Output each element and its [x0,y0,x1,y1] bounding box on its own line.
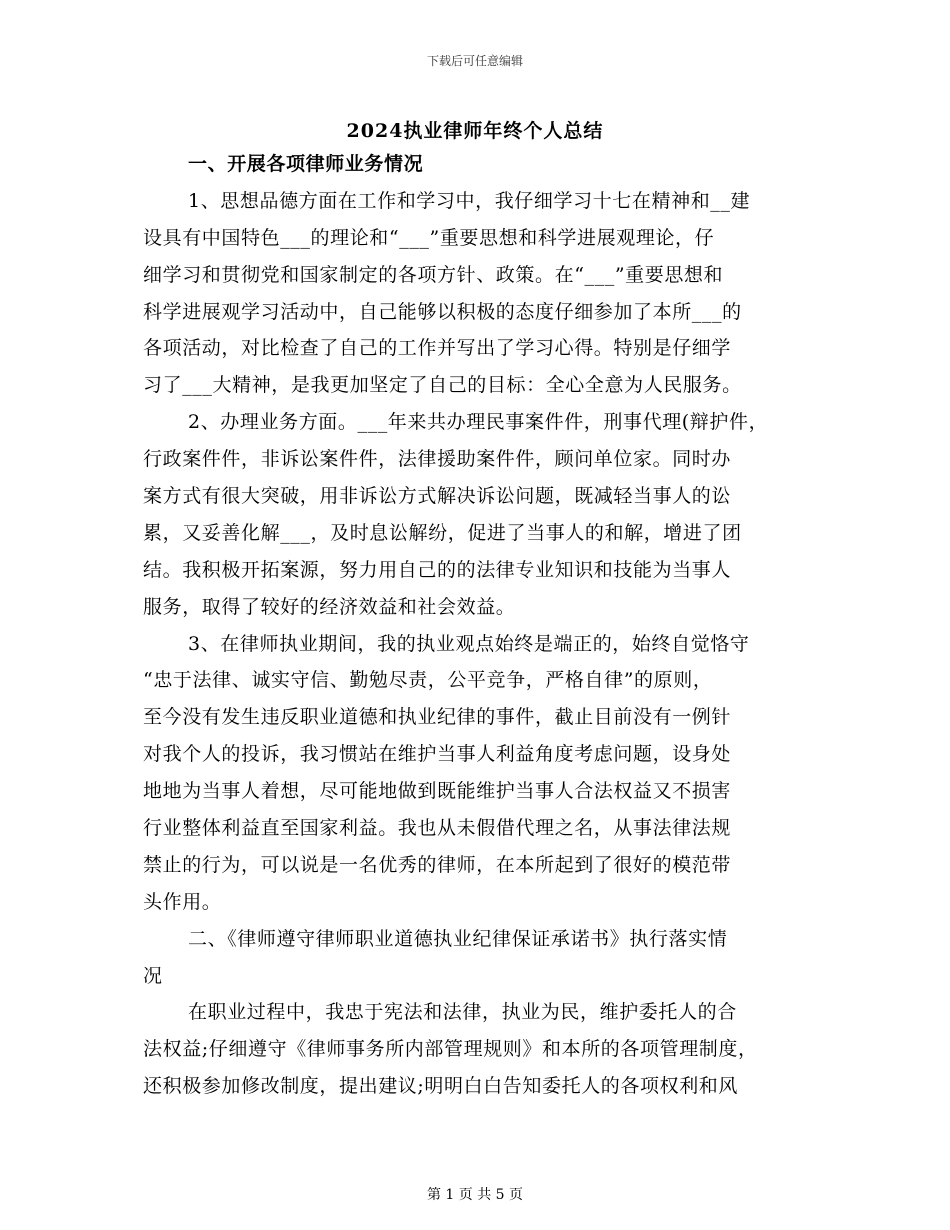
text-line: 地地为当事人着想，尽可能地做到既能维护当事人合法权益又不损害 [143,780,732,803]
text-line: 2、办理业务方面。___年来共办理民事案件件，刑事代理(辩护件， [188,411,769,434]
text-line: 服务，取得了较好的经济效益和社会效益。 [143,595,516,618]
text-line: 对我个人的投诉，我习惯站在维护当事人利益角度考虑问题，设身处 [143,743,732,766]
text-line: 行业整体利益直至国家利益。我也从未假借代理之名，从事法律法规 [143,817,732,840]
text-line: 习了___大精神，是我更加坚定了自己的目标：全心全意为人民服务。 [143,374,742,397]
section-heading: 一、开展各项律师业务情况 [188,153,424,175]
page-header: 下载后可任意编辑 [426,54,523,68]
text-line: 行政案件件，非诉讼案件件，法律援助案件件，顾问单位家。同时办 [143,448,732,471]
page-footer: 第 1 页 共 5 页 [426,1187,524,1203]
text-line: 结。我积极开拓案源，努力用自己的的法律专业知识和技能为当事人 [143,558,732,581]
text-line: 细学习和贯彻党和国家制定的各项方针、政策。在“___”重要思想和 [143,263,724,286]
text-line: 设具有中国特色___的理论和“___”重要思想和科学进展观理论，仔 [143,226,715,249]
text-line: 科学进展观学习活动中，自己能够以积极的态度仔细参加了本所___的 [143,300,742,323]
document-title: 2024执业律师年终个人总结 [346,120,604,142]
text-line: 法权益;仔细遵守《律师事务所内部管理规则》和本所的各项管理制度， [143,1038,758,1061]
text-line: 况 [143,964,163,987]
text-line: 禁止的行为，可以说是一名优秀的律师，在本所起到了很好的模范带 [143,853,732,876]
text-line: 还积极参加修改制度，提出建议;明明白白告知委托人的各项权利和风 [143,1075,739,1098]
text-line: “忠于法律、诚实守信、勤勉尽责，公平竞争，严格自律”的原则， [143,669,713,692]
text-line: 在职业过程中，我忠于宪法和法律，执业为民，维护委托人的合 [188,1001,737,1024]
text-line: 各项活动，对比检查了自己的工作并写出了学习心得。特别是仔细学 [143,337,732,360]
text-line: 至今没有发生违反职业道德和执业纪律的事件，截止目前没有一例针 [143,706,732,729]
text-line: 1、思想品德方面在工作和学习中，我仔细学习十七在精神和__建 [188,189,751,212]
document-body [143,146,823,1105]
text-line: 二、《律师遵守律师职业道德执业纪律保证承诺书》执行落实情 [188,927,728,950]
text-line: 3、在律师执业期间，我的执业观点始终是端正的，始终自觉恪守 [188,632,750,655]
text-line: 累，又妥善化解___，及时息讼解纷，促进了当事人的和解，增进了团 [143,521,742,544]
text-line: 头作用。 [143,890,222,913]
text-line: 案方式有很大突破，用非诉讼方式解决诉讼问题，既减轻当事人的讼 [143,485,732,508]
